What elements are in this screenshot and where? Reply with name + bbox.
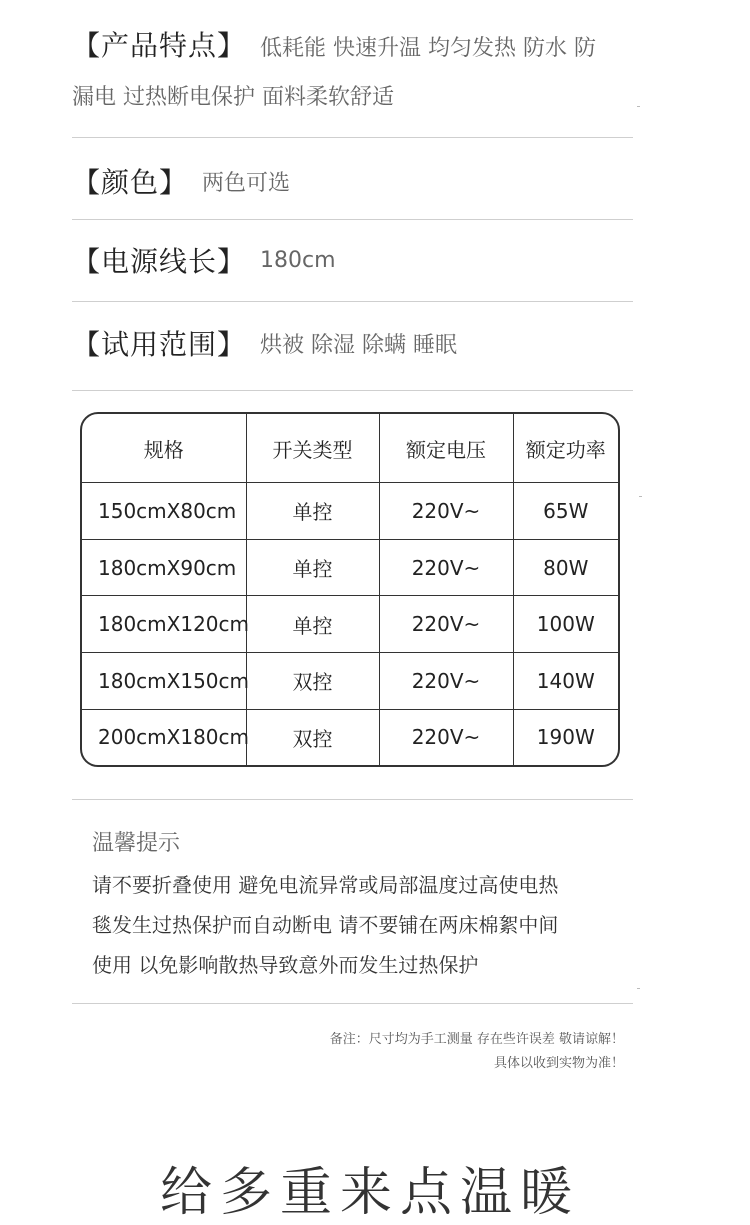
divider	[72, 390, 633, 391]
table-row	[82, 709, 618, 765]
cell-power: 80W	[513, 539, 618, 596]
table-header-row	[82, 414, 618, 483]
cell-voltage: 220V~	[379, 709, 513, 765]
divider	[72, 301, 633, 302]
bottom-title: 给多重来点温暖	[160, 1163, 581, 1223]
header-power: 额定功率	[513, 414, 618, 483]
cord-value: 180cm	[260, 247, 336, 273]
cell-voltage: 220V~	[379, 653, 513, 710]
cell-spec: 180cmX90cm	[82, 539, 246, 596]
cord-heading: 【电源线长】	[72, 245, 247, 278]
cell-spec: 180cmX150cm	[82, 653, 246, 710]
tips-title: 温馨提示	[92, 831, 181, 856]
cord-section	[72, 237, 633, 283]
divider	[72, 1003, 633, 1004]
cell-voltage: 220V~	[379, 483, 513, 540]
cell-power: 100W	[513, 596, 618, 653]
cell-voltage: 220V~	[379, 596, 513, 653]
features-line-1: 低耗能 快速升温 均匀发热 防水 防	[260, 36, 596, 61]
tips-line-3: 使用 以免影响散热导致意外而发生过热保护	[92, 953, 479, 977]
features-section	[72, 22, 633, 123]
usage-section	[72, 320, 633, 366]
cell-switch-type: 双控	[246, 709, 379, 765]
tips-line-1: 请不要折叠使用 避免电流异常或局部温度过高使电热	[92, 873, 559, 897]
divider	[72, 137, 633, 138]
spec-table	[80, 412, 620, 767]
divider	[72, 219, 633, 220]
color-section	[72, 158, 633, 204]
cell-switch-type: 单控	[246, 596, 379, 653]
divider-tick	[637, 106, 640, 107]
divider	[72, 799, 633, 800]
cell-switch-type: 双控	[246, 653, 379, 710]
cell-power: 140W	[513, 653, 618, 710]
cell-power: 65W	[513, 483, 618, 540]
header-switch-type: 开关类型	[246, 414, 379, 483]
cell-spec: 150cmX80cm	[82, 483, 246, 540]
features-heading: 【产品特点】	[72, 29, 247, 62]
cell-spec: 200cmX180cm	[82, 709, 246, 765]
note-line-1: 备注：尺寸均为手工测量 存在些许误差 敬请谅解！	[329, 1032, 624, 1047]
cell-voltage: 220V~	[379, 539, 513, 596]
note	[330, 1028, 624, 1076]
cell-switch-type: 单控	[246, 539, 379, 596]
cell-power: 190W	[536, 725, 595, 750]
header-voltage: 额定电压	[379, 414, 513, 483]
table-row	[82, 483, 618, 540]
table-row	[82, 653, 618, 710]
divider-tick	[637, 988, 640, 989]
usage-heading: 【试用范围】	[72, 328, 247, 361]
header-spec: 规格	[82, 414, 246, 483]
usage-value: 烘被 除湿 除螨 睡眠	[260, 332, 457, 358]
tips-section	[92, 826, 632, 985]
table-row	[82, 596, 618, 653]
tips-line-2: 毯发生过热保护而自动断电 请不要铺在两床棉絮中间	[92, 913, 559, 937]
note-line-2: 具体以收到实物为准！	[493, 1056, 624, 1071]
cell-spec: 180cmX120cm	[82, 596, 246, 653]
color-heading: 【颜色】	[72, 166, 189, 199]
color-value: 两色可选	[202, 170, 291, 196]
divider-tick	[639, 496, 642, 497]
features-line-2: 漏电 过热断电保护 面料柔软舒适	[72, 85, 394, 110]
cell-switch-type: 单控	[246, 483, 379, 540]
table-row	[82, 539, 618, 596]
tips-body	[92, 865, 632, 985]
